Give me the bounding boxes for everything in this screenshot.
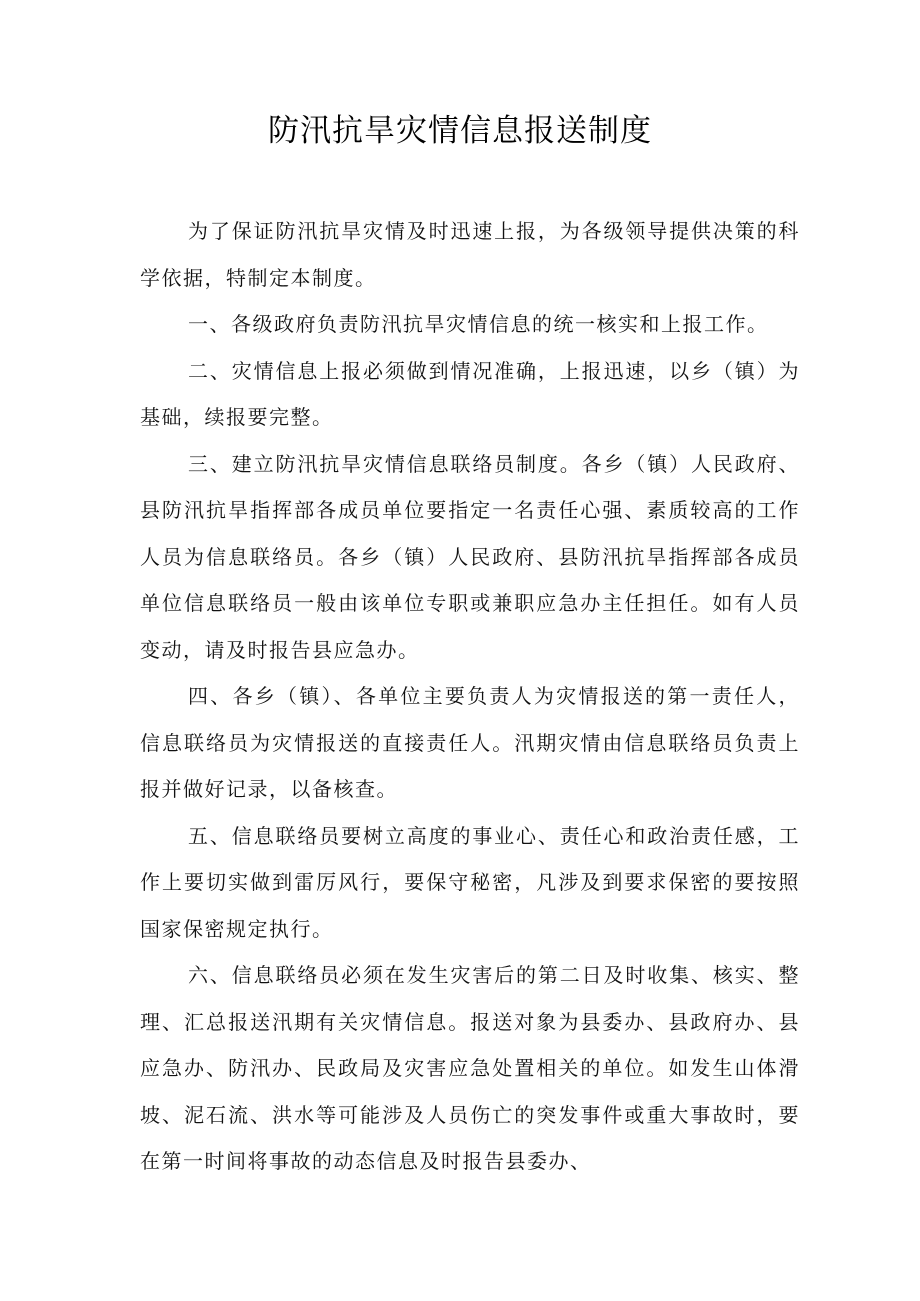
document-body	[140, 208, 800, 1185]
paragraph-article-2: 二、灾情信息上报必须做到情况准确，上报迅速，以乡（镇）为基础，续报要完整。	[140, 358, 800, 429]
paragraph-article-6: 六、信息联络员必须在发生灾害后的第二日及时收集、核实、整理、汇总报送汛期有关灾情信息。报送对象为县委办、县政府办、县应急办、防汛办、民政局及灾害应急处置相关的单位。如发生山体滑坡、泥石流、洪水等可能涉及人员伤亡的突发事件或重大事故时，要在第一时间将事故的动态信息及时报告县委办、	[140, 963, 800, 1173]
paragraph-article-1: 一、各级政府负责防汛抗旱灾情信息的统一核实和上报工作。	[188, 312, 769, 336]
paragraph-preamble: 为了保证防汛抗旱灾情及时迅速上报，为各级领导提供决策的科学依据，特制定本制度。	[140, 219, 800, 290]
paragraph-article-5: 五、信息联络员要树立高度的事业心、责任心和政治责任感，工作上要切实做到雷厉风行，要保守秘密，凡涉及到要求保密的要按照国家保密规定执行。	[140, 823, 800, 941]
document-title: 防汛抗旱灾情信息报送制度	[268, 113, 652, 149]
paragraph-article-3: 三、建立防汛抗旱灾情信息联络员制度。各乡（镇）人民政府、县防汛抗旱指挥部各成员单位要指定一名责任心强、素质较高的工作人员为信息联络员。各乡（镇）人民政府、县防汛抗旱指挥部各成员单位信息联络员一般由该单位专职或兼职应急办主任担任。如有人员变动，请及时报告县应急办。	[140, 451, 800, 662]
paragraph-article-4: 四、各乡（镇）、各单位主要负责人为灾情报送的第一责任人，信息联络员为灾情报送的直接责任人。汛期灾情由信息联络员负责上报并做好记录，以备核查。	[140, 684, 800, 801]
